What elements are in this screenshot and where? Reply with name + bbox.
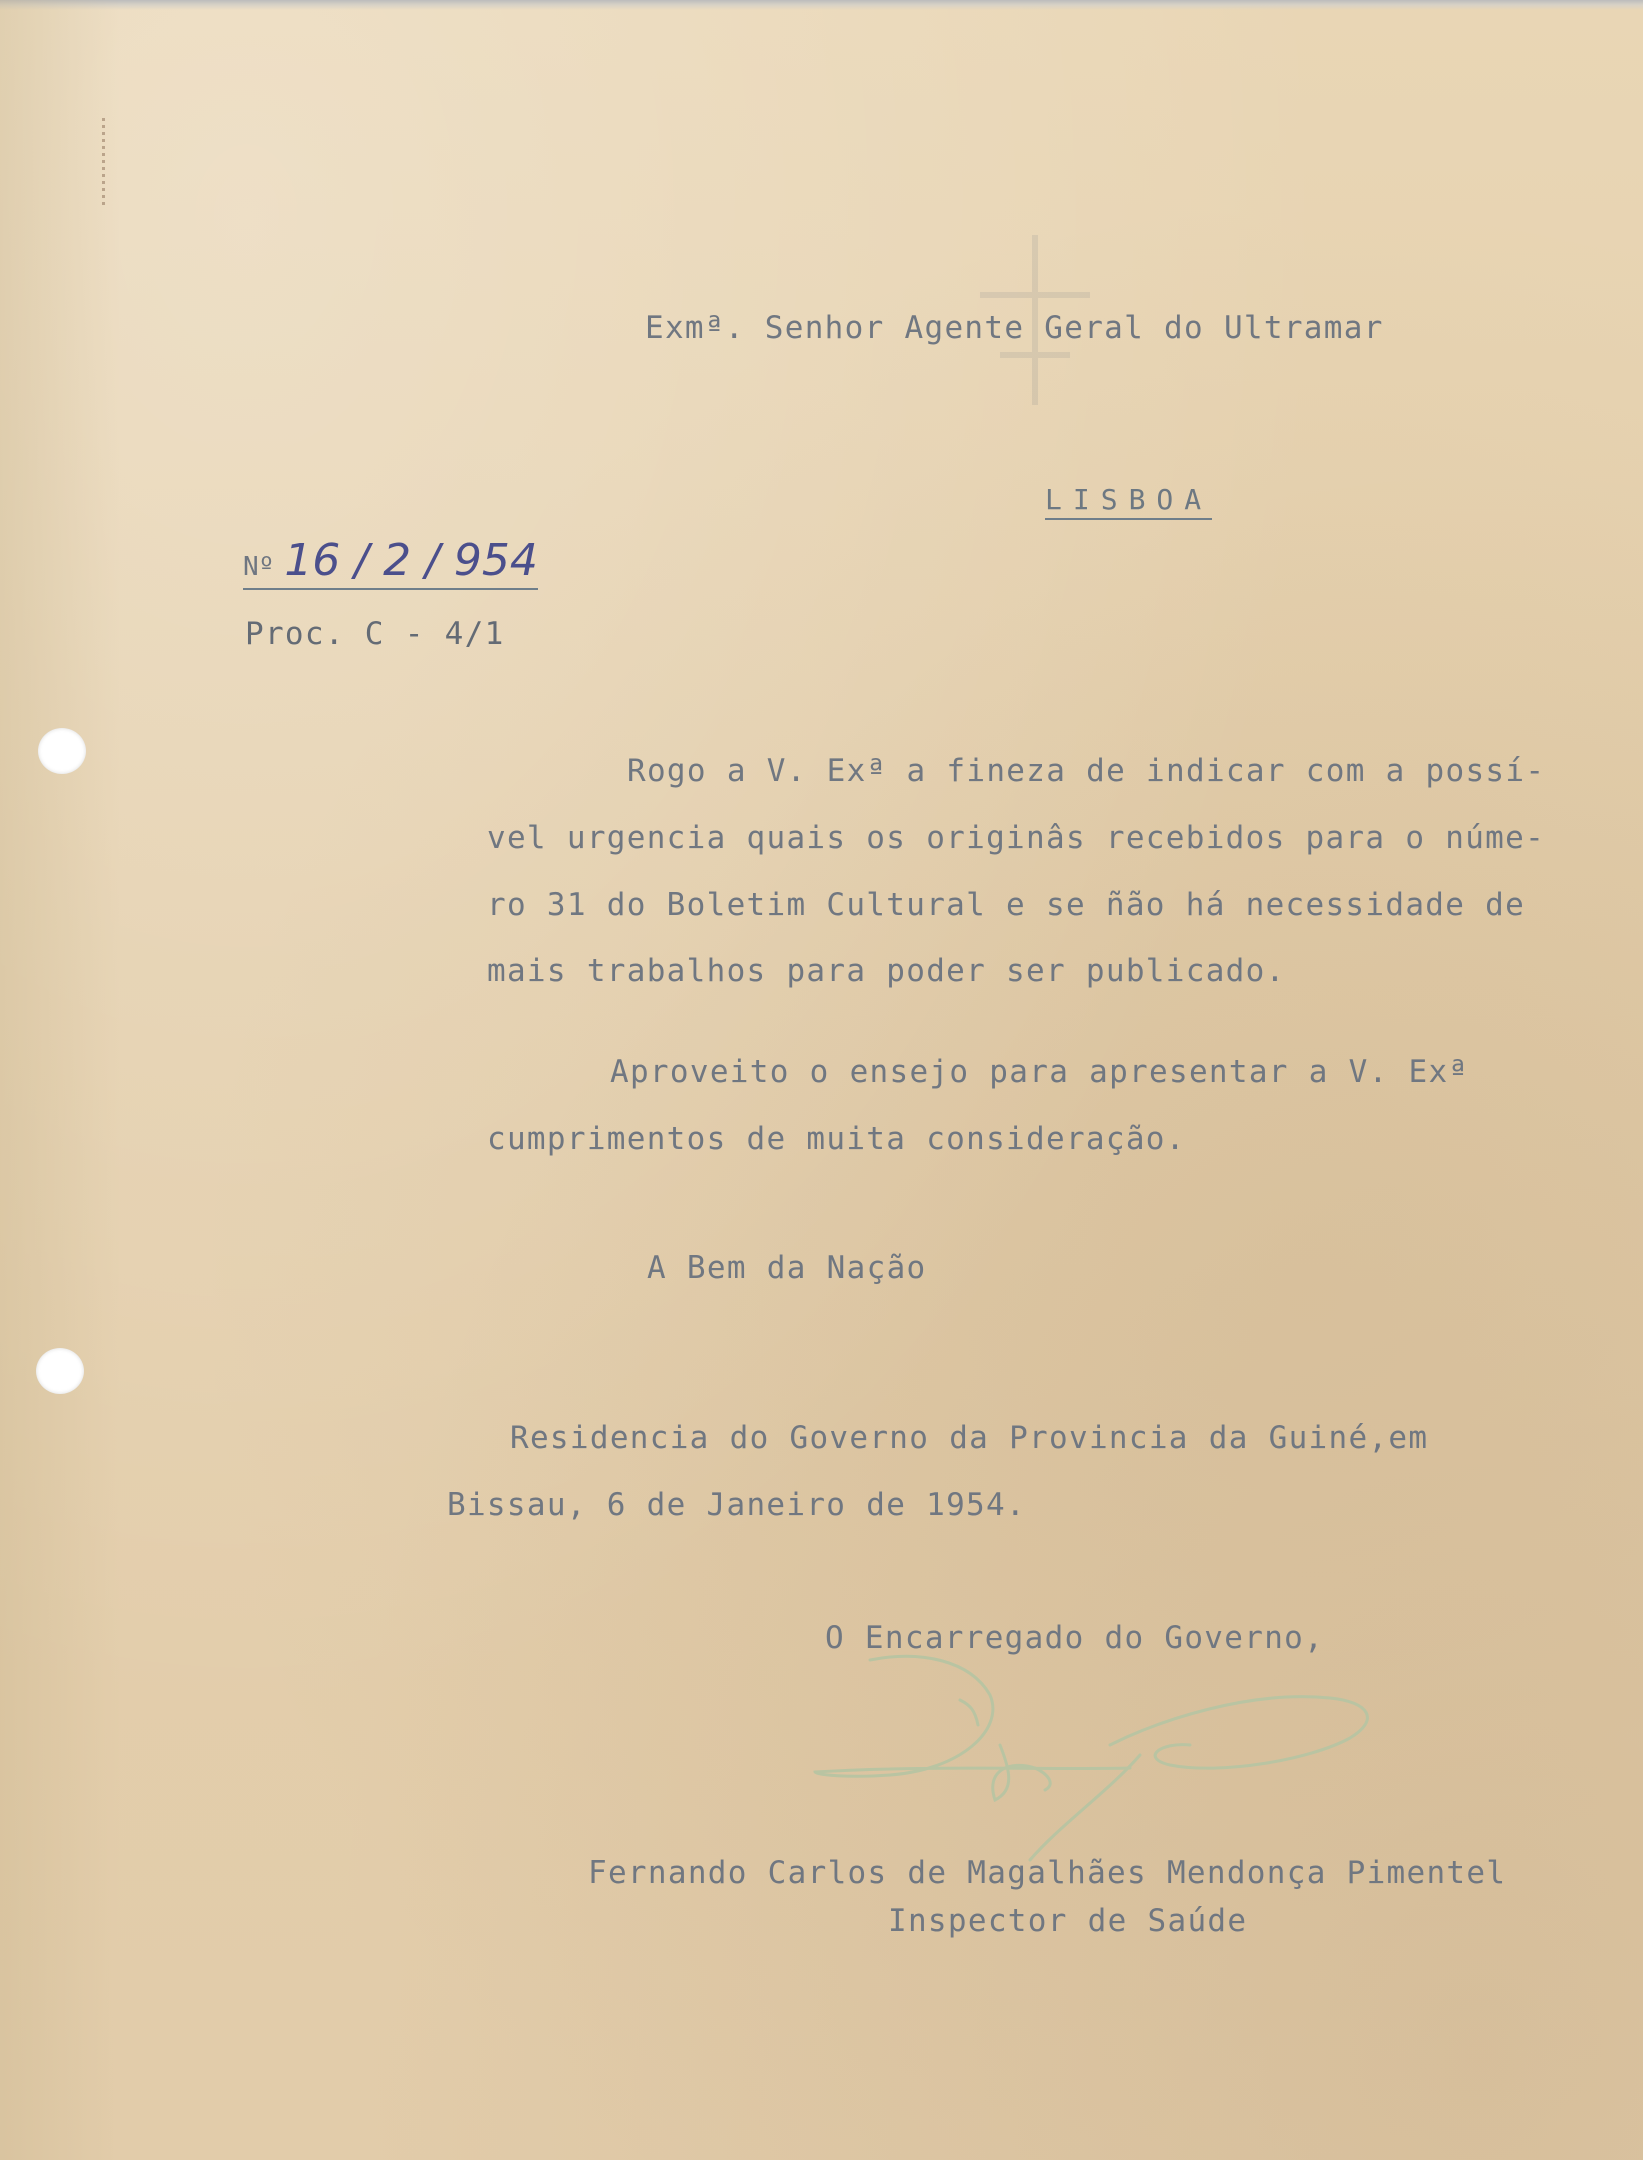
paper-shadow <box>0 0 120 2160</box>
reference-handwritten: 16 / 2 / 954 <box>284 535 538 586</box>
margin-mark <box>102 118 105 208</box>
place-date-line-1: Residencia do Governo da Provincia da Guiné,em <box>510 1420 1429 1456</box>
destination-city: LISBOA <box>1045 483 1212 520</box>
signer-name: Fernando Carlos de Magalhães Mendonça Pimentel <box>588 1855 1507 1891</box>
handwritten-signature <box>810 1650 1410 1880</box>
place-date-line-2: Bissau, 6 de Janeiro de 1954. <box>447 1487 1026 1523</box>
paragraph-1-line-3: ro 31 do Boletim Cultural e se ñão há necessidade de <box>487 887 1526 923</box>
paragraph-1-line-2: vel urgencia quais os originâs recebidos para o núme- <box>487 820 1546 856</box>
signatory-title: O Encarregado do Governo, <box>825 1620 1325 1656</box>
punch-hole-upper <box>38 728 86 774</box>
scan-top-edge <box>0 0 1643 10</box>
paragraph-2-line-2: cumprimentos de muita consideração. <box>487 1121 1186 1157</box>
addressee-line: Exmª. Senhor Agente Geral do Ultramar <box>645 310 1384 346</box>
closing-salutation: A Bem da Nação <box>647 1250 927 1286</box>
paragraph-1-line-4: mais trabalhos para poder ser publicado. <box>487 953 1286 989</box>
reference-prefix: Nº <box>243 552 275 582</box>
signer-role: Inspector de Saúde <box>888 1903 1248 1939</box>
reference-number <box>243 535 538 590</box>
punch-hole-lower <box>36 1348 84 1394</box>
paragraph-2-line-1: Aproveito o ensejo para apresentar a V. Exª <box>610 1054 1469 1090</box>
paragraph-1-line-1: Rogo a V. Exª a fineza de indicar com a possí- <box>627 753 1546 789</box>
process-reference: Proc. C - 4/1 <box>245 616 505 652</box>
